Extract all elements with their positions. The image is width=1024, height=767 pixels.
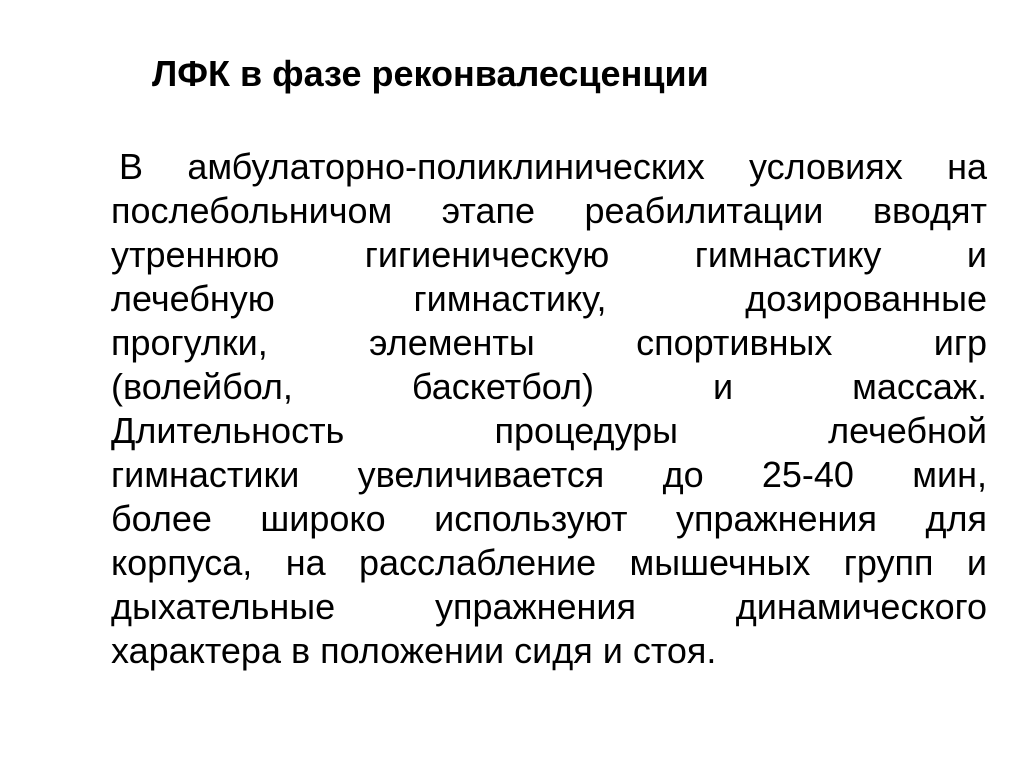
paragraph-word: этапе: [441, 190, 535, 231]
paragraph-word: спортивных: [636, 322, 833, 363]
paragraph-word: дозированные: [745, 278, 987, 319]
paragraph-word: дыхательные: [111, 586, 336, 627]
paragraph-word: упражнения: [675, 498, 877, 539]
paragraph-word: мин,: [912, 454, 987, 495]
paragraph-word: послебольничом: [111, 190, 393, 231]
paragraph-line: [111, 629, 987, 673]
paragraph-word: используют: [434, 498, 628, 539]
paragraph-word: прогулки,: [111, 322, 268, 363]
paragraph-word: групп: [843, 542, 934, 583]
paragraph-word: баскетбол): [411, 366, 595, 407]
paragraph-word: и: [713, 366, 734, 407]
paragraph-word: положении: [320, 630, 515, 671]
paragraph-word: упражнения: [434, 586, 636, 627]
paragraph-line: [111, 585, 987, 629]
paragraph-line: [111, 409, 987, 453]
paragraph-word: и: [966, 542, 987, 583]
paragraph-line: [111, 321, 987, 365]
paragraph-word: лечебной: [828, 410, 987, 451]
paragraph-word: условиях: [749, 146, 903, 187]
paragraph-word: реабилитации: [584, 190, 824, 231]
paragraph-word: процедуры: [494, 410, 678, 451]
paragraph-word: расслабление: [359, 542, 597, 583]
paragraph-word: (волейбол,: [111, 366, 293, 407]
paragraph-word: и: [602, 630, 633, 671]
paragraph-word: вводят: [872, 190, 987, 231]
paragraph-word: Длительность: [111, 410, 345, 451]
slide-body-paragraph: [111, 145, 987, 673]
paragraph-word: 25-40: [761, 454, 854, 495]
paragraph-word: гимнастику: [694, 234, 882, 275]
paragraph-word: в: [290, 630, 321, 671]
paragraph-word: более: [111, 498, 212, 539]
paragraph-line: [111, 453, 987, 497]
paragraph-line: [111, 145, 987, 189]
paragraph-word: стоя.: [632, 630, 717, 671]
paragraph-word: и: [966, 234, 987, 275]
paragraph-word: амбулаторно-поликлинических: [187, 146, 705, 187]
paragraph-word: корпуса,: [111, 542, 253, 583]
slide-title: ЛФК в фазе реконвалесценции: [152, 53, 709, 94]
paragraph-word: гимнастику,: [413, 278, 607, 319]
paragraph-word: динамического: [735, 586, 987, 627]
paragraph-line: [111, 189, 987, 233]
paragraph-word: на: [947, 146, 987, 187]
paragraph-word: гимнастики: [111, 454, 300, 495]
paragraph-word: до: [662, 454, 704, 495]
paragraph-word: игр: [933, 322, 987, 363]
paragraph-word: характера: [111, 630, 291, 671]
paragraph-line: [111, 497, 987, 541]
paragraph-line: [111, 233, 987, 277]
paragraph-line: [111, 365, 987, 409]
paragraph-word: увеличивается: [357, 454, 605, 495]
paragraph-word: элементы: [369, 322, 535, 363]
paragraph-word: широко: [260, 498, 386, 539]
paragraph-word: массаж.: [852, 366, 987, 407]
paragraph-line: [111, 541, 987, 585]
paragraph-word: мышечных: [629, 542, 811, 583]
paragraph-word: сидя: [514, 630, 603, 671]
paragraph-word: В: [119, 146, 144, 187]
paragraph-word: для: [925, 498, 987, 539]
paragraph-word: утреннюю: [111, 234, 280, 275]
paragraph-line: [111, 277, 987, 321]
paragraph-word: на: [285, 542, 326, 583]
paragraph-word: гигиеническую: [364, 234, 610, 275]
paragraph-word: лечебную: [111, 278, 275, 319]
